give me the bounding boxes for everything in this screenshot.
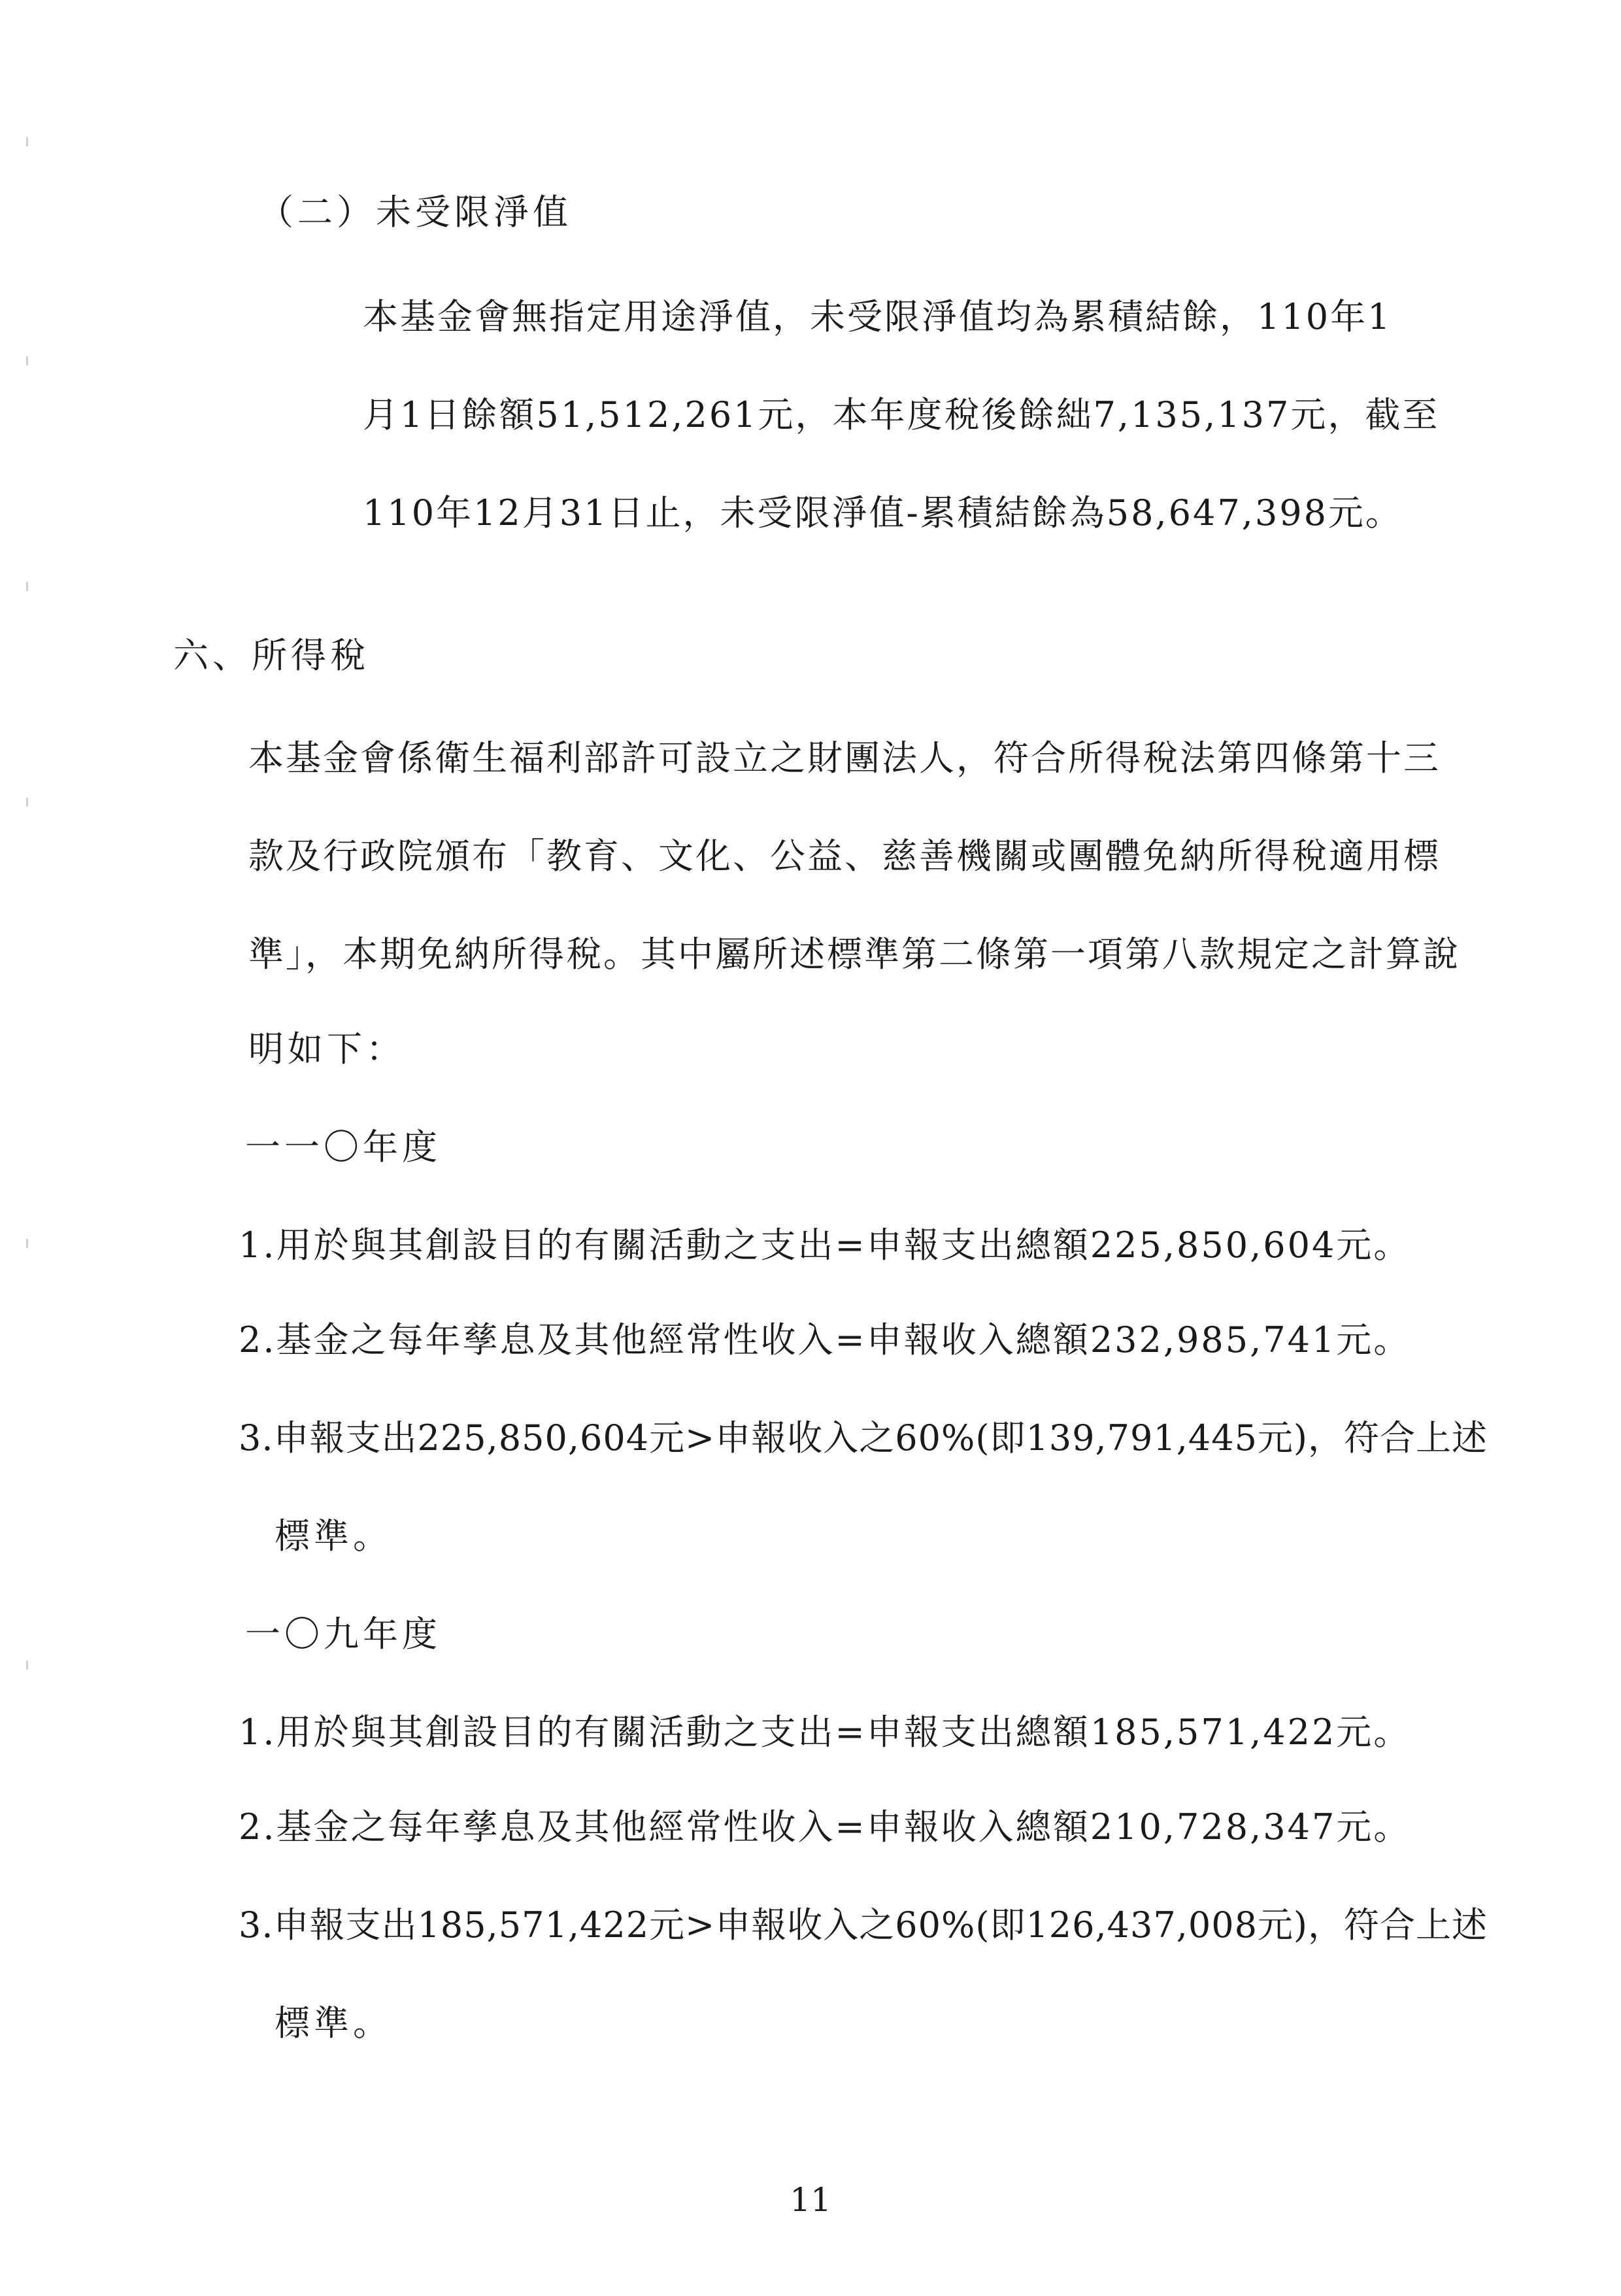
scan-mark bbox=[26, 582, 28, 591]
section-six-paragraph-line-4: 明如下： bbox=[248, 1028, 405, 1070]
year-110-item-3: 3.申報支出225,850,604元>申報收入之60%(即139,791,445元)，符合上述 bbox=[239, 1417, 1488, 1459]
year-109-item-3-continuation: 標準。 bbox=[275, 2002, 392, 2044]
scan-mark bbox=[26, 798, 28, 807]
scan-mark bbox=[26, 137, 28, 146]
section-six-paragraph-line-1: 本基金會係衛生福利部許可設立之財團法人，符合所得稅法第四條第十三 bbox=[248, 737, 1441, 779]
section-six-paragraph-line-2: 款及行政院頒布「教育、文化、公益、慈善機關或團體免納所得稅適用標 bbox=[248, 836, 1441, 877]
scan-mark bbox=[26, 1239, 28, 1248]
section-two-paragraph-line-2: 月1日餘額51,512,261元，本年度稅後餘絀7,135,137元，截至 bbox=[363, 394, 1440, 435]
section-two-paragraph-line-1: 本基金會無指定用途淨值，未受限淨值均為累積結餘，110年1 bbox=[363, 296, 1392, 337]
year-109-item-2: 2.基金之每年孳息及其他經常性收入=申報收入總額210,728,347元。 bbox=[239, 1806, 1411, 1848]
section-two-heading: （二）未受限淨值 bbox=[258, 192, 572, 233]
section-two-paragraph-line-3: 110年12月31日止，未受限淨值-累積結餘為58,647,398元。 bbox=[363, 492, 1403, 533]
page-number: 11 bbox=[790, 2181, 831, 2219]
year-110-item-2: 2.基金之每年孳息及其他經常性收入=申報收入總額232,985,741元。 bbox=[239, 1319, 1411, 1360]
scan-mark bbox=[26, 356, 28, 365]
section-six-heading: 六、所得稅 bbox=[173, 635, 369, 676]
year-110-item-3-continuation: 標準。 bbox=[275, 1515, 392, 1557]
year-109-item-3: 3.申報支出185,571,422元>申報收入之60%(即126,437,008元)，符合上述 bbox=[239, 1904, 1488, 1946]
scan-mark bbox=[26, 1661, 28, 1670]
year-110-label: 一一〇年度 bbox=[245, 1126, 441, 1168]
section-six-paragraph-line-3: 準」，本期免納所得稅。其中屬所述標準第二條第一項第八款規定之計算說 bbox=[248, 934, 1460, 975]
year-109-item-1: 1.用於與其創設目的有關活動之支出=申報支出總額185,571,422元。 bbox=[239, 1712, 1411, 1753]
year-109-label: 一〇九年度 bbox=[245, 1613, 441, 1655]
year-110-item-1: 1.用於與其創設目的有關活動之支出=申報支出總額225,850,604元。 bbox=[239, 1224, 1411, 1266]
